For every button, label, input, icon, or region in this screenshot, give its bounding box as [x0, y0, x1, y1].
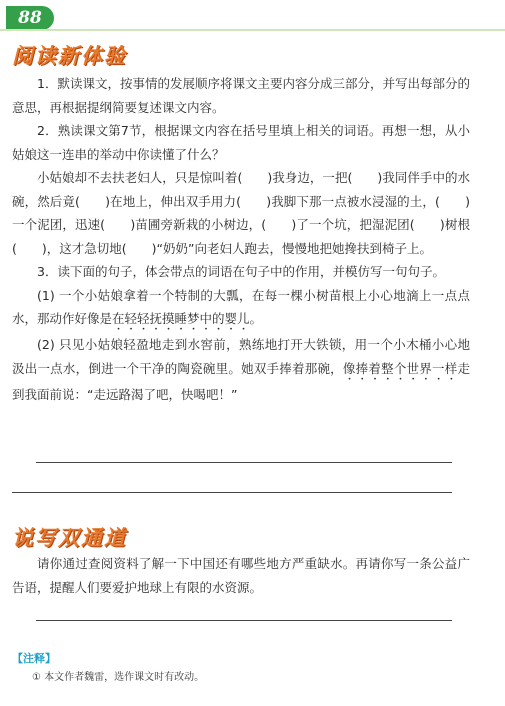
question-2: 2．熟读课文第7节，根据课文内容在括号里填上相关的词语。再想一想，从小姑娘这一连串的举动中你读懂了什么？	[12, 123, 470, 162]
sentence-1-dotted-words: 在轻轻抚摸睡梦中的婴儿	[112, 311, 250, 326]
section-title-reading: 阅读新体验	[12, 43, 127, 68]
speak-write-prompt	[12, 552, 470, 599]
sentence-2	[12, 333, 470, 406]
answer-line-1[interactable]	[36, 462, 452, 463]
sentence-1-text: (1) 一个小姑娘拿着一个特制的大瓢，在每一棵小树苗根上小心地滴上一点点水，那动作好像是	[12, 287, 470, 326]
sentence-1-end: 。	[249, 311, 263, 326]
reading-questions	[12, 72, 470, 406]
notes-label: 【注释】	[12, 652, 56, 665]
answer-line-3[interactable]	[36, 620, 452, 621]
section-title-speak-write: 说写双通道	[12, 525, 127, 550]
answer-line-2[interactable]	[12, 492, 452, 493]
page-number-badge: 88	[6, 6, 54, 30]
sentence-1	[12, 284, 470, 334]
header-rule	[0, 29, 505, 31]
sentence-2-end: 走到我面前说：“走远路渴了吧，快喝吧！”	[12, 360, 470, 402]
footnote-text: ① 本文作者魏雷，选作课文时有改动。	[32, 672, 205, 683]
fill-in-passage: 小姑娘却不去扶老妇人，只是惊叫着( )我身边，一把( )我同伴手中的水碗，然后竟( )在地上，伸出双手用力( )我脚下那一点被水浸湿的土，( )一个泥团，迅速( )苗圃旁新栽的小树边，( )了一个坑，把湿泥团( )树根( )，这才急切地( )“奶奶”向老妇人跑去，慢慢地把她搀扶到椅子上。	[12, 170, 470, 256]
sentence-2-text: (2) 只见小姑娘轻盈地走到水窖前，熟练地打开大铁锁，用一个小木桶小心地汲出一点水，倒进一个干净的陶瓷碗里。她双手捧着那碗，	[12, 337, 470, 376]
question-1: 1．默读课文，按事情的发展顺序将课文主要内容分成三部分，并写出每部分的意思，再根据提纲简要复述课文内容。	[12, 76, 470, 115]
prompt-text: 请你通过查阅资料了解一下中国还有哪些地方严重缺水。再请你写一条公益广告语，提醒人们要爱护地球上有限的水资源。	[12, 556, 470, 595]
question-3: 3．读下面的句子，体会带点的词语在句子中的作用，并模仿写一句句子。	[37, 264, 445, 279]
sentence-2-dotted-words: 像捧着整个世界一样	[342, 360, 458, 376]
